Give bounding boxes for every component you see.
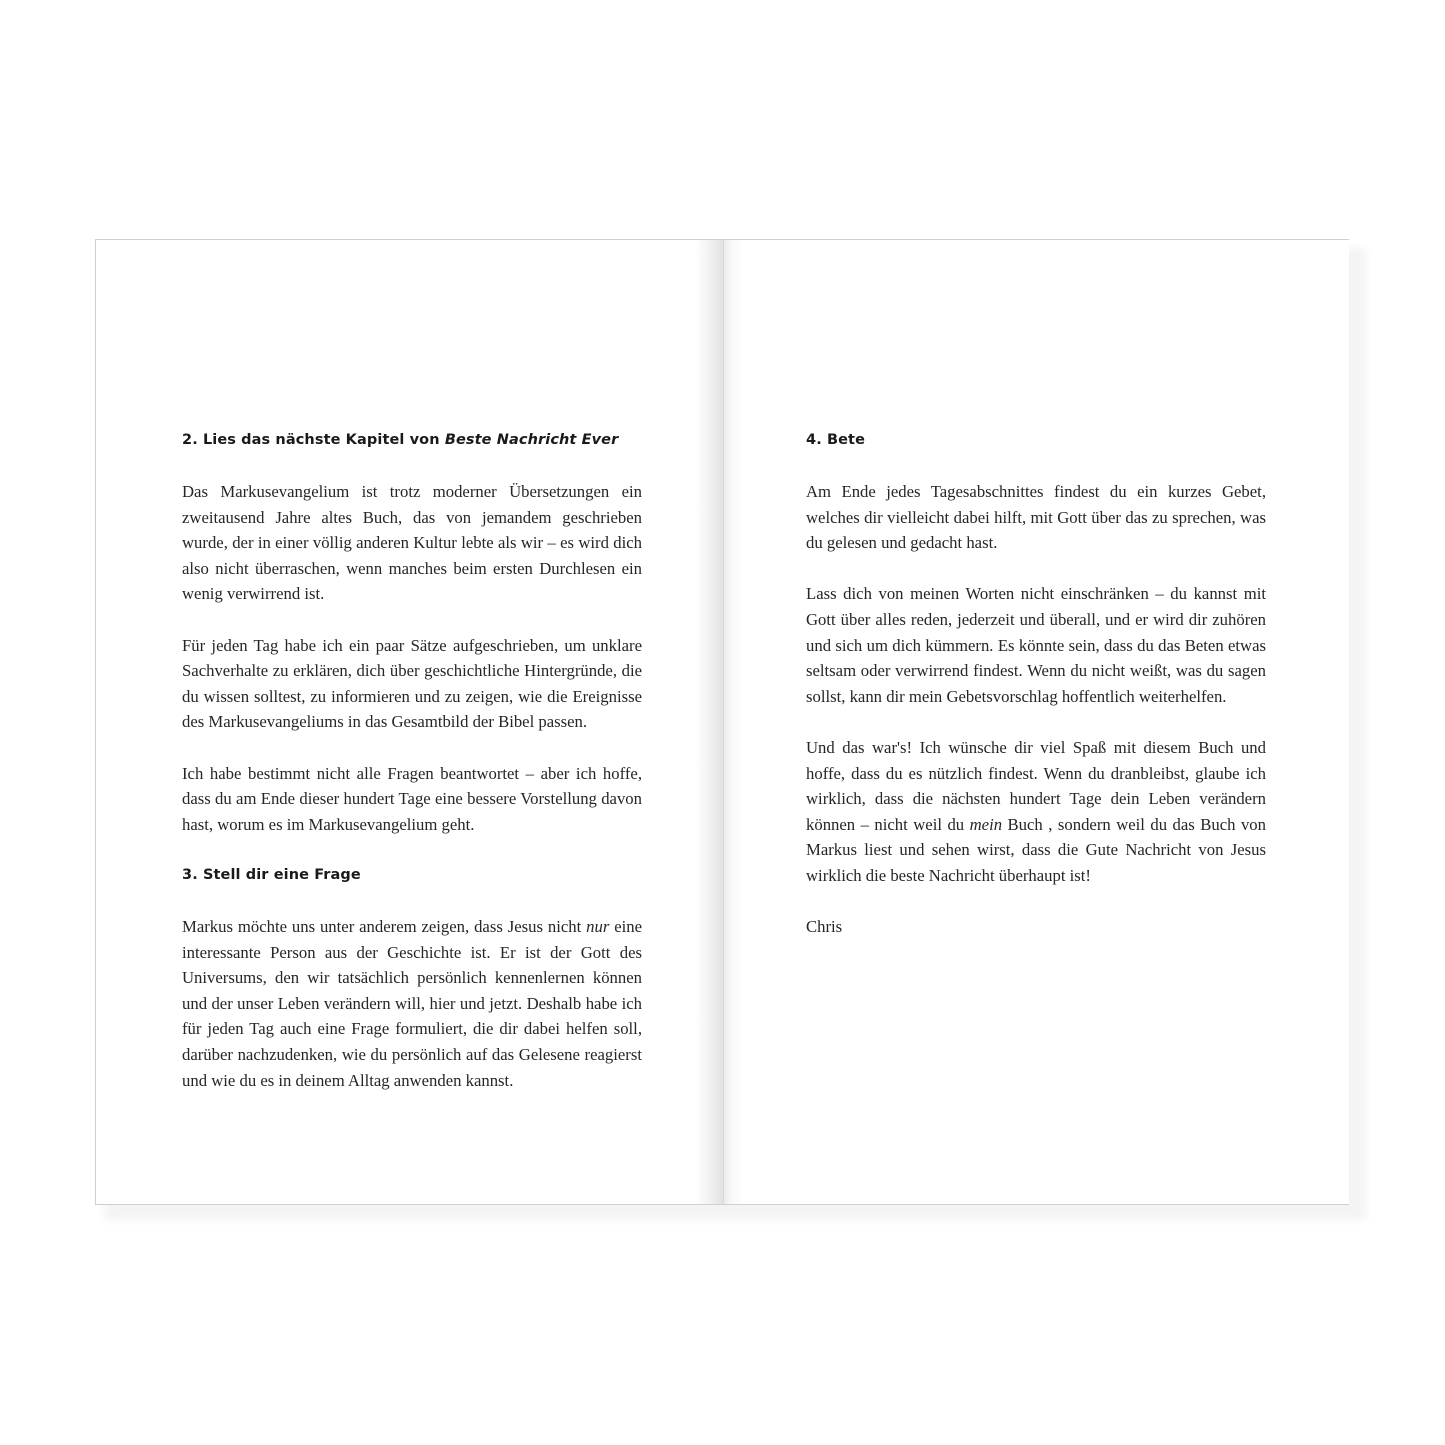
closing-emphasis: mein	[969, 814, 1003, 834]
closing-text-end: Buch , sondern weil du das Buch von Markus liest und sehen wirst, dass die Gute Nachricht von Jesus wirklich die beste Nachricht überhaupt ist!	[806, 814, 1266, 885]
signature: Chris	[806, 917, 843, 937]
closing-paragraph	[806, 735, 1266, 889]
right-page-content	[806, 428, 1266, 940]
section-2-paragraph-3: Ich habe bestimmt nicht alle Fragen beantwortet – aber ich hoffe, dass du am Ende dieser hundert Tage eine bessere Vorstellung davon hast, worum es im Markusevangelium geht.	[182, 763, 642, 834]
left-page-content	[182, 428, 642, 1093]
section-4-heading: 4. Bete	[806, 432, 865, 448]
section-3-text-end: eine interessante Person aus der Geschichte ist. Er ist der Gott des Universums, den wir tatsächlich persönlich kennenlernen können und der unser Leben verändern will, hier und jetzt. Deshalb habe ich für jeden Tag auch eine Frage formuliert, die dir dabei helfen soll, darüber nachzudenken, wie du persönlich auf das Gelesene reagierst und wie du es in deinem Alltag anwenden kannst.	[182, 917, 642, 1090]
section-2-heading-prefix: 2. Lies das nächste Kapitel von	[182, 432, 445, 448]
section-2-paragraph-1: Das Markusevangelium ist trotz moderner Übersetzungen ein zweitausend Jahre altes Buch, das von jemandem geschrieben wurde, der in einer völlig anderen Kultur lebte als wir – es wird dich also nicht überraschen, wenn manches beim ersten Durchlesen ein wenig verwirrend ist.	[182, 482, 642, 604]
section-3-paragraph	[182, 914, 642, 1093]
right-page	[723, 240, 1349, 1204]
book-spread	[95, 239, 1349, 1205]
section-3-emphasis: nur	[586, 917, 610, 937]
section-3-text-start: Markus möchte uns unter anderem zeigen, dass Jesus nicht	[182, 917, 587, 937]
section-2-paragraph-2: Für jeden Tag habe ich ein paar Sätze aufgeschrieben, um unklare Sachverhalte zu erklären, dich über geschichtliche Hintergründe, die du wissen solltest, zu informieren und zu zeigen, wie die Ereignisse des Markusevangeliums in das Gesamtbild der Bibel passen.	[182, 635, 642, 732]
section-4-paragraph-1: Am Ende jedes Tagesabschnittes findest du ein kurzes Gebet, welches dir vielleicht dabei hilft, mit Gott über das zu sprechen, was du gelesen und gedacht hast.	[806, 482, 1266, 553]
closing-text-start: Und das war's! Ich wünsche dir viel Spaß mit diesem Buch und hoffe, dass du es nützlich findest. Wenn du dranbleibst, glaube ich wirklich, dass die nächsten hundert Tage dein Leben verändern können – nicht weil du	[806, 738, 1266, 834]
left-page	[96, 240, 723, 1204]
book-title: Beste Nachricht Ever	[444, 432, 619, 448]
section-2-heading	[182, 428, 642, 454]
section-4-paragraph-2: Lass dich von meinen Worten nicht einschränken – du kannst mit Gott über alles reden, jederzeit und überall, und er wird dir zuhören und sich um dich kümmern. Es könnte sein, dass du das Beten etwas seltsam oder verwirrend findest. Wenn du nicht weißt, was du sagen sollst, kann dir mein Gebetsvorschlag hoffentlich weiterhelfen.	[806, 584, 1266, 706]
section-3-heading: 3. Stell dir eine Frage	[182, 867, 361, 883]
